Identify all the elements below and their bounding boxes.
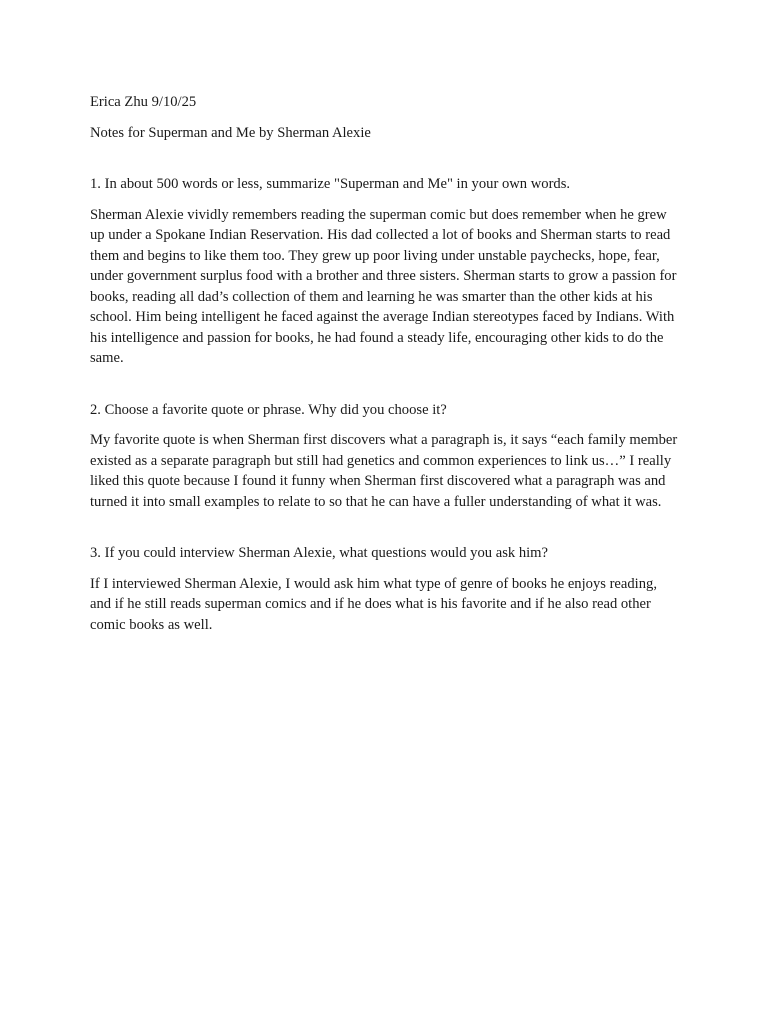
spacer — [90, 420, 680, 430]
spacer — [90, 113, 680, 123]
question-1: 1. In about 500 words or less, summarize "Superman and Me" in your own words. — [90, 176, 571, 192]
spacer — [90, 195, 680, 205]
spacer — [90, 369, 680, 400]
spacer — [90, 512, 680, 543]
question-2: 2. Choose a favorite quote or phrase. Why did you choose it? — [90, 401, 447, 418]
spacer — [90, 564, 680, 574]
question-3: 3. If you could interview Sherman Alexie, what questions would you ask him? — [90, 545, 548, 561]
author-date-line: Erica Zhu 9/10/25 — [90, 94, 197, 110]
answer-1: Sherman Alexie vividly remembers reading the superman comic but does remember when he grew up under a Spokane Indian Reservation. His dad collected a lot of books and Sherman starts to read them and begins to like them too. They grew up poor living under unstable paychecks, hope, fear, under government surplus food with a brother and three sisters. Sherman starts to grow a passion for books, reading all dad’s collection of them and learning he was smarter than the other kids at his school. Him being intelligent he faced against the average Indian stereotypes faced by Indians. With his intelligence and passion for books, he had found a steady life, encouraging other kids to do the same. — [90, 206, 677, 366]
document-title: Notes for Superman and Me by Sherman Alexie — [90, 124, 371, 141]
document-body — [90, 92, 680, 635]
answer-3: If I interviewed Sherman Alexie, I would ask him what type of genre of books he enjoys reading, and if he still reads superman comics and if he does what is his favorite and if he also read other comic books as well. — [90, 575, 657, 633]
answer-2: My favorite quote is when Sherman first discovers what a paragraph is, it says “each family member existed as a separate paragraph but still had genetics and common experiences to link us…” I really liked this quote because I found it funny when Sherman first discovered what a paragraph was and turned it into small examples to relate to so that he can have a fuller understanding of what it was. — [90, 432, 678, 510]
spacer — [90, 143, 680, 174]
